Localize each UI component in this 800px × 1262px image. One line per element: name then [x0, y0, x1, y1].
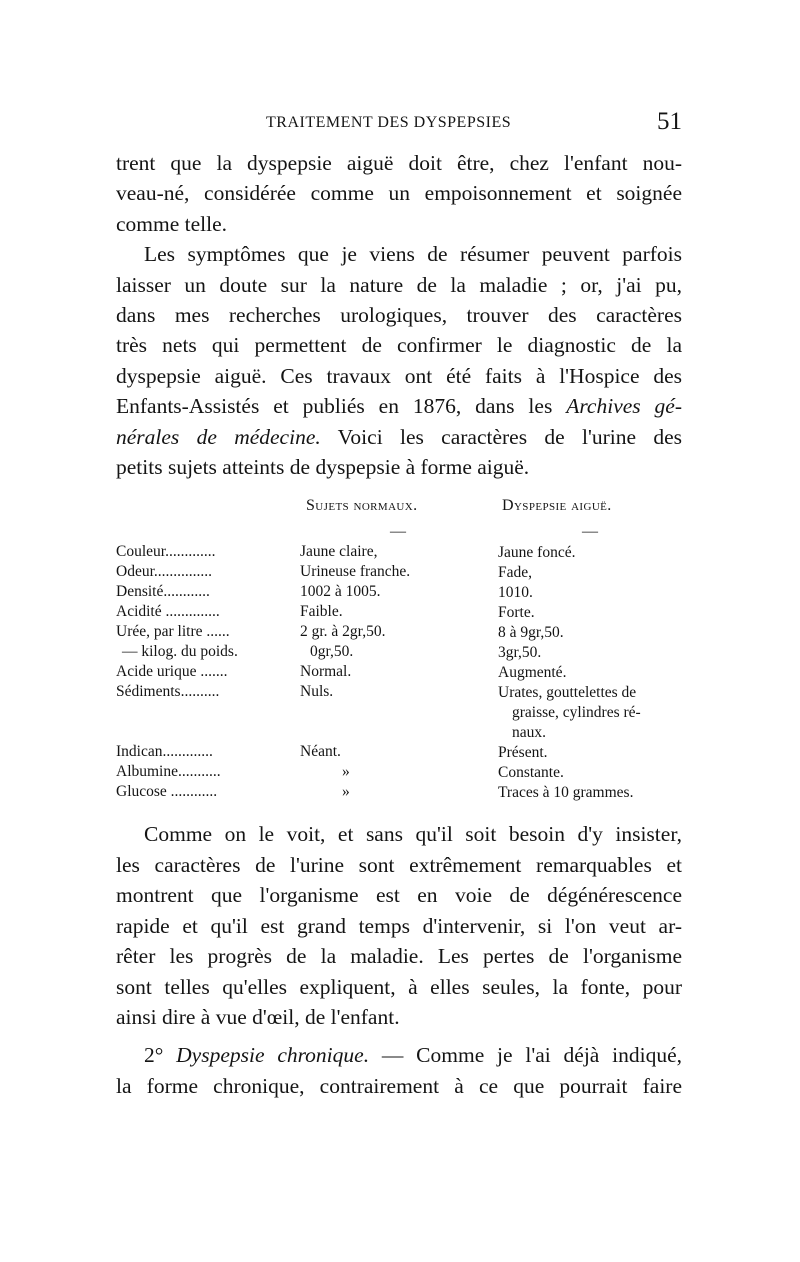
row-label: Acidité ..............	[116, 603, 220, 621]
value-line: graisse, cylindres ré-	[512, 704, 641, 722]
table-row-acide-urique	[116, 663, 682, 683]
dyspepsia-value	[498, 583, 682, 603]
value-line: Constante.	[498, 764, 564, 782]
table-row-couleur	[116, 543, 682, 563]
row-label: Acide urique .......	[116, 663, 228, 681]
text-line: la forme chronique, contrairement à ce que pourrait faire	[116, 1073, 682, 1098]
text-line: dans mes recherches urologiques, trouver des caractères	[116, 303, 682, 328]
table-row-sediments	[116, 683, 682, 743]
text-line	[116, 422, 682, 452]
dyspepsia-value	[498, 543, 682, 563]
column-header-dyspepsia: Dyspepsie aiguë.	[502, 497, 612, 515]
dyspepsia-value	[498, 563, 682, 583]
text-fragment: Enfants-Assistés et publiés en 1876, dans les	[116, 394, 553, 419]
value-line: Augmenté.	[498, 664, 567, 682]
column-dash: —	[390, 523, 406, 541]
book-page	[116, 108, 682, 1101]
urine-characteristics-table	[116, 497, 682, 803]
normal-value: Jaune claire,	[300, 543, 378, 561]
text-line: petits sujets atteints de dyspepsie à forme aiguë.	[116, 455, 530, 480]
table-row-acidite	[116, 603, 682, 623]
row-label: Glucose ............	[116, 783, 218, 801]
row-label: Couleur.............	[116, 543, 216, 561]
text-line: Les symptômes que je viens de résumer peuvent parfois	[144, 242, 682, 267]
normal-value: 2 gr. à 2gr,50.	[300, 623, 386, 641]
paragraph-1	[116, 148, 682, 239]
table-row-glucose	[116, 783, 682, 803]
row-label: Sédiments..........	[116, 683, 220, 701]
running-head	[116, 108, 682, 148]
normal-value: Urineuse franche.	[300, 563, 411, 581]
page-number: 51	[657, 108, 682, 135]
normal-value: »	[342, 783, 350, 801]
dyspepsia-value	[498, 603, 682, 623]
value-line: naux.	[512, 724, 547, 742]
text-line: très nets qui permettent de confirmer le diagnostic de la	[116, 333, 682, 358]
row-label: Urée, par litre ......	[116, 623, 230, 641]
dyspepsia-value	[498, 683, 682, 743]
row-label: — kilog. du poids.	[122, 643, 238, 661]
paragraph-3	[116, 819, 682, 1032]
text-line: montrent que l'organisme est en voie de dégénérescence	[116, 883, 682, 908]
normal-value: 0gr,50.	[310, 643, 354, 661]
paragraph-4	[116, 1040, 682, 1101]
row-label: Albumine...........	[116, 763, 221, 781]
text-line: rêter les progrès de la maladie. Les pertes de l'organisme	[116, 944, 682, 969]
paragraph-2	[116, 239, 682, 482]
normal-value: Faible.	[300, 603, 343, 621]
text-fragment: Voici les caractères de l'urine des	[337, 424, 682, 449]
text-line: veau-né, considérée comme un empoisonnement et soignée	[116, 181, 682, 206]
text-line: les caractères de l'urine sont extrêmement remarquables et	[116, 852, 682, 877]
table-row-indican	[116, 743, 682, 763]
text-fragment: — Comme je l'ai déjà indiqué,	[381, 1043, 682, 1068]
value-line: 8 à 9gr,50.	[498, 624, 564, 642]
header-title: TRAITEMENT DES DYSPEPSIES	[266, 114, 512, 131]
table-row-albumine	[116, 763, 682, 783]
text-line: rapide et qu'il est grand temps d'intervenir, si l'on veut ar-	[116, 913, 682, 938]
value-line: Jaune foncé.	[498, 544, 576, 562]
normal-value: Néant.	[300, 743, 341, 761]
text-line: sont telles qu'elles expliquent, à elles seules, la fonte, pour	[116, 974, 682, 999]
dyspepsia-value	[498, 663, 682, 683]
row-label: Densité............	[116, 583, 210, 601]
section-heading: Dyspepsie chronique.	[176, 1043, 370, 1068]
value-line: 3gr,50.	[498, 644, 542, 662]
table-row-densite	[116, 583, 682, 603]
value-line: Traces à 10 grammes.	[498, 784, 634, 802]
text-line: Comme on le voit, et sans qu'il soit besoin d'y insister,	[144, 822, 682, 847]
dyspepsia-value	[498, 623, 682, 643]
dyspepsia-value	[498, 783, 682, 803]
dyspepsia-value	[498, 643, 682, 663]
text-line: comme telle.	[116, 211, 228, 236]
journal-title-part: nérales de médecine.	[116, 424, 321, 449]
normal-value: 1002 à 1005.	[300, 583, 381, 601]
row-label: Indican.............	[116, 743, 213, 761]
value-line: Forte.	[498, 604, 535, 622]
journal-title-part: Archives gé-	[566, 394, 683, 419]
text-line	[116, 1040, 682, 1070]
text-line: ainsi dire à vue d'œil, de l'enfant.	[116, 1004, 400, 1029]
table-row-uree	[116, 623, 682, 643]
text-line: laisser un doute sur la nature de la maladie ; or, j'ai pu,	[116, 272, 682, 297]
value-line: Fade,	[498, 564, 533, 582]
table-header	[116, 497, 682, 519]
column-header-normal: Sujets normaux.	[306, 497, 418, 515]
value-line: Présent.	[498, 744, 548, 762]
text-line: trent que la dyspepsie aiguë doit être, chez l'enfant nou-	[116, 151, 682, 175]
dyspepsia-value	[498, 763, 682, 783]
normal-value: »	[342, 763, 350, 781]
normal-value: Normal.	[300, 663, 352, 681]
table-row-uree-kilog	[116, 643, 682, 663]
row-label: Odeur...............	[116, 563, 213, 581]
dyspepsia-value	[498, 743, 682, 763]
header-dash-row	[116, 519, 682, 543]
text-line	[116, 391, 682, 421]
section-number: 2°	[144, 1043, 164, 1068]
table-row-odeur	[116, 563, 682, 583]
value-line: Urates, gouttelettes de	[498, 684, 637, 702]
column-dash: —	[582, 523, 598, 541]
value-line: 1010.	[498, 584, 533, 602]
text-line: dyspepsie aiguë. Ces travaux ont été faits à l'Hospice des	[116, 363, 682, 388]
normal-value: Nuls.	[300, 683, 334, 701]
